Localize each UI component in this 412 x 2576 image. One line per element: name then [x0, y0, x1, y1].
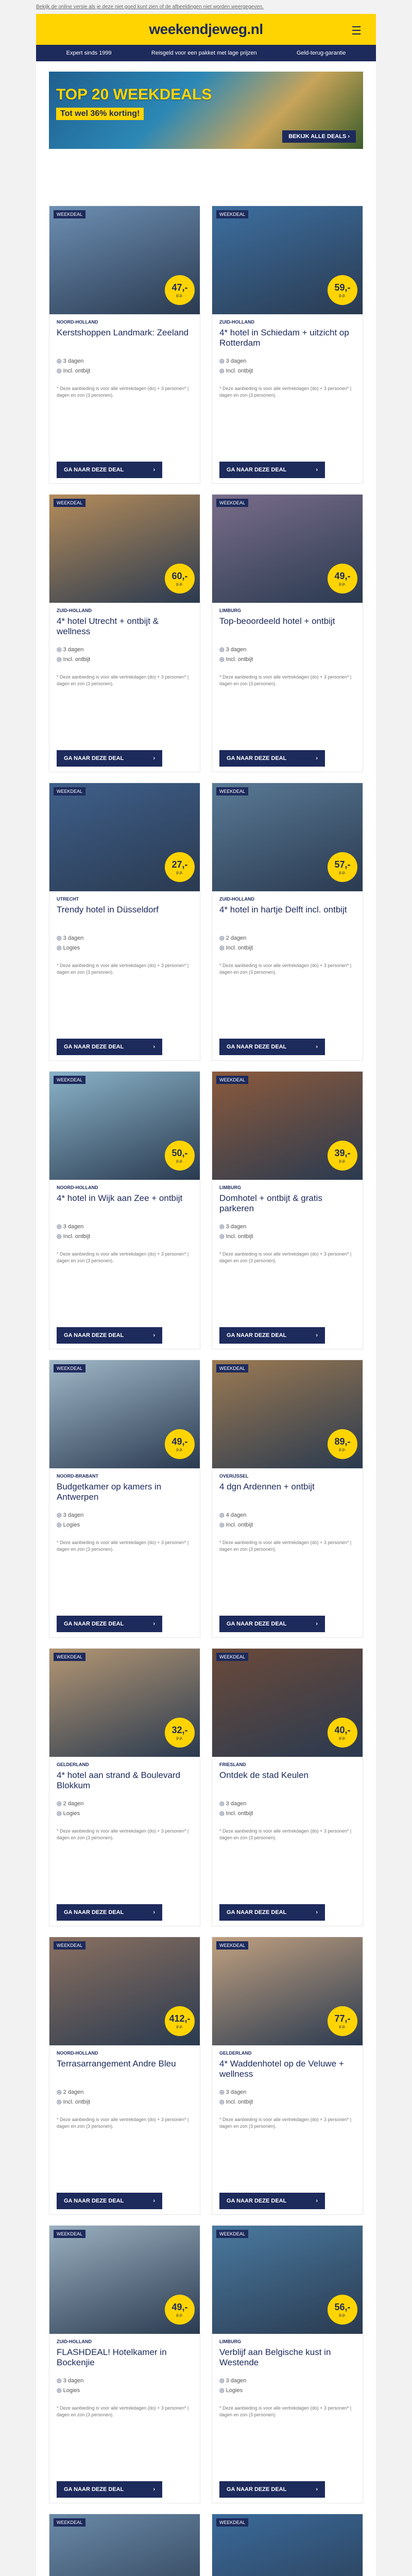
price-unit: p.p. [176, 1447, 183, 1452]
deal-card[interactable] [49, 494, 200, 772]
deal-image[interactable] [212, 2514, 363, 2576]
button-label: GA NAAR DEZE DEAL [64, 1044, 124, 1050]
deal-fineprint: * Deze aanbieding is voor alle vertrekdagen (do) + 3 personen* | dagen en zon (3 personen). [219, 2405, 352, 2417]
deal-location: NOORD-HOLLAND [57, 319, 98, 325]
deal-feature: ◎ 2 dagen [219, 935, 355, 941]
deal-fineprint: * Deze aanbieding is voor alle vertrekdagen (do) + 3 personen* | dagen en zon (3 personen). [57, 2117, 189, 2129]
deal-body [49, 603, 200, 772]
deal-fineprint: * Deze aanbieding is voor alle vertrekdagen (do) + 3 personen* | dagen en zon (3 personen). [219, 1251, 352, 1263]
deal-image[interactable] [49, 2514, 200, 2576]
deal-image[interactable] [49, 1360, 200, 1468]
deal-fineprint: * Deze aanbieding is voor alle vertrekdagen (do) + 3 personen* | dagen en zon (3 personen). [219, 674, 352, 686]
deal-image[interactable] [49, 1649, 200, 1757]
deal-feature: ◎ Logies [57, 1521, 193, 1528]
deal-fineprint: * Deze aanbieding is voor alle vertrekdagen (do) + 3 personen* | dagen en zon (3 personen). [57, 1251, 189, 1263]
deal-feature: ◎ 3 dagen [57, 2377, 193, 2384]
deal-badge: WEEKDEAL [54, 210, 85, 218]
deal-fineprint: * Deze aanbieding is voor alle vertrekdagen (do) + 3 personen* | dagen en zon (3 personen). [57, 386, 189, 398]
brand-bar [36, 14, 376, 45]
price-unit: p.p. [176, 582, 183, 586]
deal-location: LIMBURG [219, 2339, 241, 2344]
deal-badge: WEEKDEAL [216, 2518, 248, 2527]
deal-fineprint: * Deze aanbieding is voor alle vertrekdagen (do) + 3 personen* | dagen en zon (3 personen). [57, 1828, 189, 1840]
deal-image[interactable] [49, 495, 200, 603]
price-badge [165, 852, 195, 882]
deal-card[interactable] [49, 206, 200, 484]
price-unit: p.p. [176, 2024, 183, 2029]
deal-body [212, 2045, 363, 2214]
deal-feature: ◎ Logies [57, 944, 193, 951]
deal-fineprint: * Deze aanbieding is voor alle vertrekdagen (do) + 3 personen* | dagen en zon (3 personen). [219, 2117, 352, 2129]
deal-card[interactable] [49, 2225, 200, 2503]
deal-location: ZUID-HOLLAND [219, 896, 254, 902]
usp-item: Expert sinds 1999 [66, 50, 112, 56]
deal-card[interactable] [49, 2514, 200, 2576]
deal-title[interactable]: 4 dgn Ardennen + ontbijt [219, 1482, 315, 1492]
deal-location: NOORD-BRABANT [57, 1473, 98, 1479]
deal-card[interactable] [49, 1360, 200, 1638]
deal-fineprint: * Deze aanbieding is voor alle vertrekdagen (do) + 3 personen* | dagen en zon (3 personen). [57, 963, 189, 975]
deal-title[interactable]: Terrasarrangement Andre Bleu [57, 2059, 176, 2069]
go-to-deal-button[interactable] [219, 750, 325, 767]
deal-card[interactable] [212, 1648, 363, 1926]
deal-feature: ◎ 2 dagen [57, 2089, 193, 2095]
deal-image[interactable] [49, 206, 200, 314]
deals-grid [36, 149, 376, 2576]
deal-feature: ◎ 3 dagen [219, 1800, 355, 1807]
deal-image[interactable] [212, 2226, 363, 2334]
button-label: GA NAAR DEZE DEAL [227, 1044, 287, 1050]
deal-feature: ◎ Incl. ontbijt [57, 2098, 193, 2105]
price-unit: p.p. [339, 1736, 346, 1740]
deal-fineprint: * Deze aanbieding is voor alle vertrekdagen (do) + 3 personen* | dagen en zon (3 personen). [57, 2405, 189, 2417]
deal-feature: ◎ Incl. ontbijt [57, 656, 193, 663]
button-label: GA NAAR DEZE DEAL [227, 1621, 287, 1627]
price-badge [328, 564, 357, 594]
price-badge [328, 2006, 357, 2036]
price-unit: p.p. [339, 2024, 346, 2029]
deal-title[interactable]: 4* hotel in Schiedam + uitzicht op Rotterdam [219, 328, 349, 348]
price-unit: p.p. [339, 1447, 346, 1452]
deal-badge: WEEKDEAL [54, 2518, 85, 2527]
deal-body [212, 603, 363, 772]
price-unit: p.p. [176, 870, 183, 875]
deal-card[interactable] [49, 1071, 200, 1349]
top-note [0, 0, 412, 14]
go-to-deal-button[interactable] [57, 1904, 162, 1921]
deal-body [49, 1180, 200, 1349]
go-to-deal-button[interactable] [57, 2193, 162, 2209]
deal-feature: ◎ 3 dagen [57, 1512, 193, 1518]
price-value: 32,- [171, 1725, 188, 1735]
deal-body [212, 314, 363, 483]
price-badge [165, 564, 195, 594]
chevron-right-icon: › [316, 1621, 318, 1627]
deal-title[interactable]: 4* hotel Utrecht + ontbijt & wellness [57, 616, 159, 636]
deal-location: NOORD-HOLLAND [57, 1185, 98, 1190]
price-badge [165, 1141, 195, 1171]
price-unit: p.p. [339, 1159, 346, 1163]
deal-feature: ◎ 3 dagen [57, 646, 193, 653]
deal-body [49, 1757, 200, 1926]
button-label: GA NAAR DEZE DEAL [64, 2486, 124, 2493]
deal-title[interactable]: Budgetkamer op kamers in Antwerpen [57, 1482, 162, 1502]
price-value: 89,- [334, 1436, 351, 1447]
deal-card[interactable] [212, 2225, 363, 2503]
deal-image[interactable] [49, 2226, 200, 2334]
deal-feature: ◎ 3 dagen [219, 646, 355, 653]
go-to-deal-button[interactable] [219, 1616, 325, 1632]
price-unit: p.p. [176, 2313, 183, 2317]
price-badge [165, 2295, 195, 2325]
deal-badge: WEEKDEAL [54, 499, 85, 507]
price-value: 60,- [171, 571, 188, 581]
price-value: 50,- [171, 1148, 188, 1158]
logo[interactable]: weekendjeweg.nl [149, 21, 263, 37]
deal-feature: ◎ 3 dagen [219, 358, 355, 364]
deal-body [49, 1468, 200, 1637]
button-label: GA NAAR DEZE DEAL [227, 1909, 287, 1916]
chevron-right-icon: › [316, 1332, 318, 1338]
price-value: 59,- [334, 282, 351, 293]
deal-body [212, 1180, 363, 1349]
price-unit: p.p. [339, 582, 346, 586]
usp-bar [36, 45, 376, 61]
button-label: GA NAAR DEZE DEAL [227, 755, 287, 761]
chevron-right-icon: › [316, 1909, 318, 1916]
deal-badge: WEEKDEAL [216, 1941, 248, 1950]
chevron-right-icon: › [316, 467, 318, 473]
deal-body [49, 2334, 200, 2503]
deal-location: LIMBURG [219, 608, 241, 613]
hero-banner[interactable] [49, 72, 363, 149]
price-value: 49,- [171, 1436, 188, 1447]
go-to-deal-button[interactable] [57, 1616, 162, 1632]
price-value: 412,- [169, 2013, 191, 2024]
deal-title[interactable]: 4* hotel aan strand & Boulevard Blokkum [57, 1770, 181, 1790]
deal-feature: ◎ Incl. ontbijt [219, 367, 355, 374]
hero-subtitle: Tot wel 36% korting! [56, 108, 144, 120]
go-to-deal-button[interactable] [57, 1039, 162, 1055]
price-value: 40,- [334, 1725, 351, 1735]
deal-badge: WEEKDEAL [54, 787, 85, 795]
go-to-deal-button[interactable] [57, 462, 162, 478]
button-label: GA NAAR DEZE DEAL [64, 2198, 124, 2204]
chevron-right-icon: › [153, 1044, 155, 1050]
topnote-text[interactable]: Bekijk de online versie als je deze niet goed kunt zien of de afbeeldingen niet worden weergegeven. [36, 4, 264, 10]
deal-feature: ◎ Incl. ontbijt [219, 1810, 355, 1817]
price-value: 49,- [171, 2302, 188, 2312]
deal-card[interactable] [49, 1648, 200, 1926]
deal-feature: ◎ 3 dagen [57, 358, 193, 364]
deal-feature: ◎ Logies [57, 2387, 193, 2394]
deal-fineprint: * Deze aanbieding is voor alle vertrekdagen (do) + 3 personen* | dagen en zon (3 personen). [57, 674, 189, 686]
chevron-right-icon: › [153, 1332, 155, 1338]
deal-feature: ◎ Logies [219, 2387, 355, 2394]
deal-badge: WEEKDEAL [216, 2230, 248, 2238]
price-badge [328, 852, 357, 882]
deal-feature: ◎ Logies [57, 1810, 193, 1817]
price-value: 39,- [334, 1148, 351, 1158]
deal-feature: ◎ Incl. ontbijt [219, 1521, 355, 1528]
price-badge [165, 1718, 195, 1748]
go-to-deal-button[interactable] [57, 750, 162, 767]
deal-badge: WEEKDEAL [216, 210, 248, 218]
price-unit: p.p. [176, 1159, 183, 1163]
deal-location: ZUID-HOLLAND [219, 319, 254, 325]
deal-image[interactable] [212, 495, 363, 603]
deal-image[interactable] [212, 1072, 363, 1180]
deal-location: LIMBURG [219, 1185, 241, 1190]
button-label: GA NAAR DEZE DEAL [227, 2198, 287, 2204]
go-to-deal-button[interactable] [219, 2193, 325, 2209]
deal-badge: WEEKDEAL [54, 1941, 85, 1950]
button-label: GA NAAR DEZE DEAL [64, 1621, 124, 1627]
deal-card[interactable] [49, 783, 200, 1061]
hero-title: TOP 20 WEEKDEALS [56, 86, 212, 103]
chevron-right-icon: › [153, 2198, 155, 2204]
deal-title[interactable]: Verblijf aan Belgische kust in Westende [219, 2347, 331, 2367]
deal-location: GELDERLAND [219, 2050, 252, 2056]
deal-title[interactable]: FLASHDEAL! Hotelkamer in Bockenjie [57, 2347, 167, 2367]
deal-image[interactable] [212, 1649, 363, 1757]
deal-title[interactable]: 4* Waddenhotel op de Veluwe + wellness [219, 2059, 344, 2079]
deal-feature: ◎ Incl. ontbijt [57, 1233, 193, 1240]
chevron-right-icon: › [153, 1909, 155, 1916]
deal-title[interactable]: Domhotel + ontbijt & gratis parkeren [219, 1193, 322, 1213]
menu-icon[interactable]: ☰ [351, 24, 362, 37]
deal-image[interactable] [212, 1360, 363, 1468]
deal-feature: ◎ 3 dagen [219, 2377, 355, 2384]
price-value: 57,- [334, 859, 351, 870]
price-unit: p.p. [176, 293, 183, 298]
deal-body [212, 2334, 363, 2503]
chevron-right-icon: › [153, 755, 155, 761]
price-unit: p.p. [339, 293, 346, 298]
price-badge [328, 1141, 357, 1171]
deal-image[interactable] [212, 783, 363, 891]
deal-feature: ◎ Incl. ontbijt [219, 1233, 355, 1240]
usp-item: Reisgeld voor een pakket met lage prijzen [151, 50, 257, 56]
deal-location: NOORD-HOLLAND [57, 2050, 98, 2056]
deal-card[interactable] [212, 1071, 363, 1349]
chevron-right-icon: › [316, 2486, 318, 2493]
price-value: 77,- [334, 2013, 351, 2024]
email-container [36, 14, 376, 2576]
deal-image[interactable] [212, 206, 363, 314]
deal-fineprint: * Deze aanbieding is voor alle vertrekdagen (do) + 3 personen* | dagen en zon (3 personen). [57, 1540, 189, 1552]
deal-card[interactable] [212, 783, 363, 1061]
deal-body [212, 1468, 363, 1637]
deal-badge: WEEKDEAL [54, 1653, 85, 1661]
button-label: GA NAAR DEZE DEAL [227, 2486, 287, 2493]
deal-body [49, 314, 200, 483]
deal-image[interactable] [49, 1072, 200, 1180]
deal-body [212, 891, 363, 1060]
button-label: GA NAAR DEZE DEAL [64, 755, 124, 761]
price-unit: p.p. [339, 2313, 346, 2317]
deal-card[interactable] [212, 494, 363, 772]
deal-feature: ◎ Incl. ontbijt [219, 2098, 355, 2105]
deal-image[interactable] [49, 1937, 200, 2045]
go-to-deal-button[interactable] [219, 1904, 325, 1921]
deal-badge: WEEKDEAL [216, 499, 248, 507]
go-to-deal-button[interactable] [57, 2481, 162, 2498]
price-value: 27,- [171, 859, 188, 870]
button-label: GA NAAR DEZE DEAL [64, 1909, 124, 1916]
deal-feature: ◎ Incl. ontbijt [219, 656, 355, 663]
deal-feature: ◎ 2 dagen [57, 1800, 193, 1807]
deal-feature: ◎ 3 dagen [219, 1223, 355, 1230]
price-value: 49,- [334, 571, 351, 581]
price-value: 47,- [171, 282, 188, 293]
price-badge [165, 2006, 195, 2036]
deal-location: UTRECHT [57, 896, 79, 902]
button-label: GA NAAR DEZE DEAL [64, 1332, 124, 1338]
button-label: GA NAAR DEZE DEAL [227, 1332, 287, 1338]
deal-badge: WEEKDEAL [54, 2230, 85, 2238]
price-badge [165, 1429, 195, 1459]
button-label: GA NAAR DEZE DEAL [64, 467, 124, 473]
deal-image[interactable] [212, 1937, 363, 2045]
deal-title[interactable]: 4* hotel in Wijk aan Zee + ontbijt [57, 1193, 183, 1203]
price-badge [328, 2295, 357, 2325]
go-to-deal-button[interactable] [219, 1039, 325, 1055]
deal-card[interactable] [212, 206, 363, 484]
deal-location: ZUID-HOLLAND [57, 608, 92, 613]
chevron-right-icon: › [316, 755, 318, 761]
deal-badge: WEEKDEAL [216, 1364, 248, 1372]
go-to-deal-button[interactable] [219, 2481, 325, 2498]
chevron-right-icon: › [153, 1621, 155, 1627]
deal-card[interactable] [212, 1937, 363, 2215]
deal-title[interactable]: Top-beoordeeld hotel + ontbijt [219, 616, 335, 626]
deal-feature: ◎ Incl. ontbijt [57, 367, 193, 374]
usp-item: Geld-terug-garantie [296, 50, 346, 56]
price-value: 56,- [334, 2302, 351, 2312]
deal-feature: ◎ 4 dagen [219, 1512, 355, 1518]
chevron-right-icon: › [153, 2486, 155, 2493]
deal-fineprint: * Deze aanbieding is voor alle vertrekdagen (do) + 3 personen* | dagen en zon (3 personen). [219, 1828, 352, 1840]
deal-title[interactable]: Kerstshoppen Landmark: Zeeland [57, 328, 189, 337]
go-to-deal-button[interactable] [219, 1327, 325, 1344]
price-badge [328, 1718, 357, 1748]
button-label: GA NAAR DEZE DEAL [227, 467, 287, 473]
deal-badge: WEEKDEAL [216, 787, 248, 795]
deal-fineprint: * Deze aanbieding is voor alle vertrekdagen (do) + 3 personen* | dagen en zon (3 personen). [219, 963, 352, 975]
deal-body [212, 1757, 363, 1926]
deal-title[interactable]: Trendy hotel in Düsseldorf [57, 905, 159, 914]
price-unit: p.p. [339, 870, 346, 875]
chevron-right-icon: › [316, 1044, 318, 1050]
deal-body [49, 891, 200, 1060]
deal-feature: ◎ 3 dagen [219, 2089, 355, 2095]
deal-badge: WEEKDEAL [216, 1076, 248, 1084]
deal-card[interactable] [212, 1360, 363, 1638]
deal-badge: WEEKDEAL [216, 1653, 248, 1661]
go-to-deal-button[interactable] [57, 1327, 162, 1344]
deal-badge: WEEKDEAL [54, 1364, 85, 1372]
deal-location: ZUID-HOLLAND [57, 2339, 92, 2344]
deal-feature: ◎ 3 dagen [57, 935, 193, 941]
deal-title[interactable]: 4* hotel in hartje Delft incl. ontbijt [219, 905, 347, 914]
deal-location: OVERIJSSEL [219, 1473, 249, 1479]
price-badge [328, 1429, 357, 1459]
hero-cta-button[interactable]: BEKIJK ALLE DEALS › [282, 130, 356, 143]
deal-location: FRIESLAND [219, 1762, 246, 1767]
deal-location: GELDERLAND [57, 1762, 89, 1767]
price-badge [165, 275, 195, 305]
chevron-right-icon: › [316, 2198, 318, 2204]
deal-card[interactable] [212, 2514, 363, 2576]
price-unit: p.p. [176, 1736, 183, 1740]
deal-image[interactable] [49, 783, 200, 891]
deal-title[interactable]: Ontdek de stad Keulen [219, 1770, 308, 1780]
deal-body [49, 2045, 200, 2214]
price-badge [328, 275, 357, 305]
deal-fineprint: * Deze aanbieding is voor alle vertrekdagen (do) + 3 personen* | dagen en zon (3 personen). [219, 1540, 352, 1552]
deal-badge: WEEKDEAL [54, 1076, 85, 1084]
deal-feature: ◎ 3 dagen [57, 1223, 193, 1230]
chevron-right-icon: › [153, 467, 155, 473]
deal-feature: ◎ Incl. ontbijt [219, 944, 355, 951]
deal-fineprint: * Deze aanbieding is voor alle vertrekdagen (do) + 3 personen* | dagen en zon (3 personen). [219, 386, 352, 398]
go-to-deal-button[interactable] [219, 462, 325, 478]
deal-card[interactable] [49, 1937, 200, 2215]
